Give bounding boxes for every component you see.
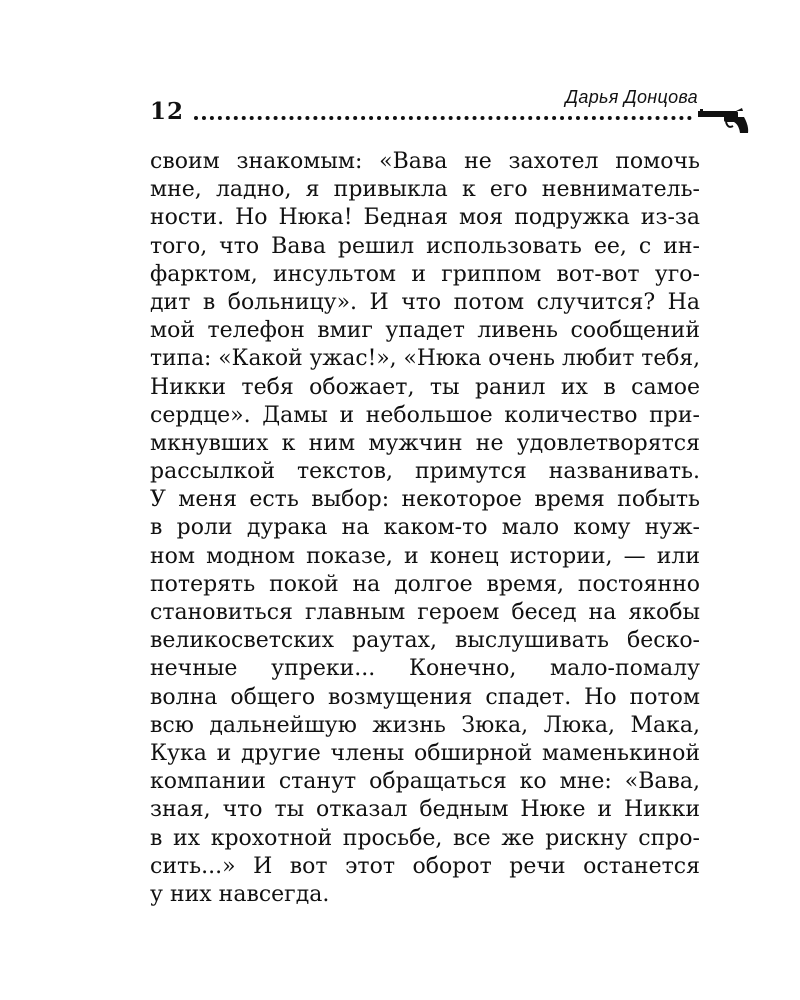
text-line: у них навсегда. xyxy=(150,881,330,907)
text-line: потерять покой на долгое время, постоянно xyxy=(150,571,700,597)
text-line: своим знакомым: «Вава не захотел помочь xyxy=(150,149,700,174)
running-header xyxy=(150,88,750,138)
text-line: всю дальнейшую жизнь Зюка, Люка, Мака, xyxy=(150,712,700,738)
text-line: того, что Вава решил использовать ее, с ин- xyxy=(150,233,700,259)
text-line: нечные упреки... Конечно, мало-помалу xyxy=(150,656,700,682)
text-line: волна общего возмущения спадет. Но потом xyxy=(150,684,700,710)
text-line: ном модном показе, и конец истории, — или xyxy=(150,543,700,569)
running-head-author: Дарья Донцова xyxy=(565,87,698,107)
text-line: Кука и другие члены обширной маменькиной xyxy=(150,740,700,766)
text-line: сить...» И вот этот оборот речи останется xyxy=(150,853,700,879)
text-line: рассылкой текстов, примутся названивать. xyxy=(150,459,700,485)
text-line: мой телефон вмиг упадет ливень сообщений xyxy=(150,318,700,344)
dotted-rule xyxy=(194,116,692,120)
text-line: в роли дурака на каком-то мало кому нуж- xyxy=(150,515,700,541)
text-line: сердце». Дамы и небольшое количество при- xyxy=(150,402,700,428)
text-line: мне, ладно, я привыкла к его невниматель- xyxy=(150,177,700,203)
body-text xyxy=(150,148,700,909)
text-line: Никки тебя обожает, ты ранил их в самое xyxy=(150,374,700,400)
text-line: становиться главным героем бесед на якобы xyxy=(150,600,700,625)
text-line: в их крохотной просьбе, все же рискну спро- xyxy=(150,825,700,851)
text-line: ности. Но Нюка! Бедная моя подружка из-за xyxy=(150,205,700,231)
revolver-icon xyxy=(698,108,750,134)
page-number: 12 xyxy=(150,98,185,125)
text-line: дит в больницу». И что потом случится? На xyxy=(150,289,700,315)
text-line: великосветских раутах, выслушивать беско- xyxy=(150,628,700,654)
text-line: компании станут обращаться ко мне: «Вава, xyxy=(150,769,700,795)
text-line: мкнувших к ним мужчин не удовлетворятся xyxy=(150,430,700,456)
text-line: зная, что ты отказал бедным Нюке и Никки xyxy=(150,797,700,823)
text-line: типа: «Какой ужас!», «Нюка очень любит тебя, xyxy=(150,346,700,372)
text-line: фарктом, инсультом и гриппом вот-вот уго- xyxy=(150,261,700,287)
text-line: У меня есть выбор: некоторое время побыть xyxy=(150,487,700,513)
